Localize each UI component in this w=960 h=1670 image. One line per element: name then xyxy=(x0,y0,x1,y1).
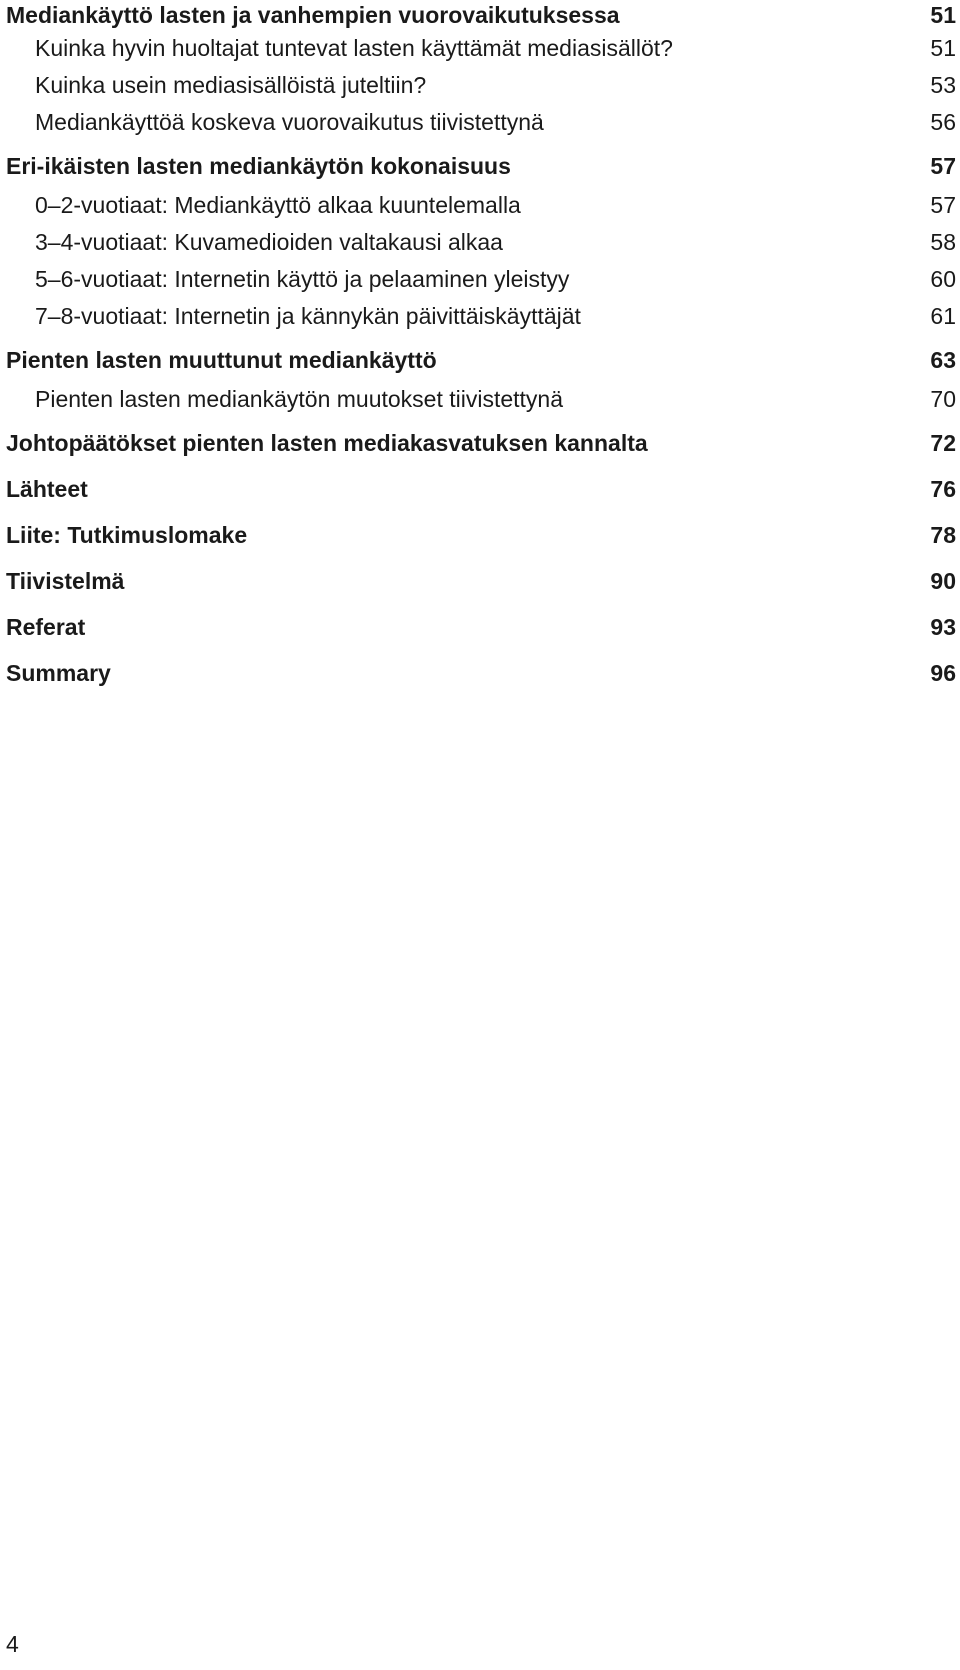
toc-entry xyxy=(6,339,956,381)
toc-entry-title: Johtopäätökset pienten lasten mediakasvatuksen kannalta xyxy=(6,430,648,456)
toc-entry-page: 61 xyxy=(930,303,956,329)
toc-entry-title: Tiivistelmä xyxy=(6,568,125,594)
table-of-contents xyxy=(6,0,956,694)
toc-entry-title: Pienten lasten mediankäytön muutokset tiivistettynä xyxy=(35,386,564,412)
toc-subentry xyxy=(6,30,956,67)
toc-entry xyxy=(6,422,956,464)
toc-entry-page: 51 xyxy=(930,35,956,61)
toc-entry-title: Liite: Tutkimuslomake xyxy=(6,522,248,548)
toc-entry-page: 72 xyxy=(930,430,956,456)
toc-entry-page: 90 xyxy=(930,568,956,594)
toc-entry-page: 57 xyxy=(930,192,956,218)
toc-entry xyxy=(6,0,956,30)
toc-entry-page: 58 xyxy=(930,229,956,255)
toc-entry-title: Lähteet xyxy=(6,476,88,502)
toc-entry-title: 3–4-vuotiaat: Kuvamedioiden valtakausi alkaa xyxy=(35,229,503,255)
toc-subentry xyxy=(6,298,956,335)
toc-entry-page: 70 xyxy=(930,386,956,412)
toc-entry xyxy=(6,468,956,510)
toc-entry-title: Pienten lasten muuttunut mediankäyttö xyxy=(6,347,437,373)
toc-subentry xyxy=(6,381,956,418)
toc-entry-title: Kuinka hyvin huoltajat tuntevat lasten käyttämät mediasisällöt? xyxy=(35,35,673,61)
toc-entry-title: Mediankäyttöä koskeva vuorovaikutus tiivistettynä xyxy=(35,109,544,135)
toc-entry xyxy=(6,606,956,648)
toc-subentry xyxy=(6,187,956,224)
toc-entry-page: 56 xyxy=(930,109,956,135)
toc-entry-page: 57 xyxy=(930,153,956,179)
toc-entry xyxy=(6,145,956,187)
toc-entry-page: 78 xyxy=(930,522,956,548)
toc-entry-page: 96 xyxy=(930,660,956,686)
toc-entry-title: Kuinka usein mediasisällöistä juteltiin? xyxy=(35,72,427,98)
toc-entry-title: 7–8-vuotiaat: Internetin ja kännykän päivittäiskäyttäjät xyxy=(35,303,581,329)
toc-entry-page: 60 xyxy=(930,266,956,292)
toc-entry-page: 93 xyxy=(930,614,956,640)
toc-subentry xyxy=(6,104,956,141)
page-number: 4 xyxy=(6,1631,19,1657)
toc-entry-title: Referat xyxy=(6,614,86,640)
toc-entry-title: 0–2-vuotiaat: Mediankäyttö alkaa kuuntelemalla xyxy=(35,192,521,218)
toc-entry-page: 51 xyxy=(930,2,956,28)
toc-entry-title: Eri-ikäisten lasten mediankäytön kokonaisuus xyxy=(6,153,511,179)
toc-entry xyxy=(6,652,956,694)
toc-entry xyxy=(6,514,956,556)
toc-subentry xyxy=(6,224,956,261)
toc-entry-title: 5–6-vuotiaat: Internetin käyttö ja pelaaminen yleistyy xyxy=(35,266,570,292)
toc-subentry xyxy=(6,67,956,104)
toc-entry-page: 63 xyxy=(930,347,956,373)
toc-subentry xyxy=(6,261,956,298)
toc-entry-title: Mediankäyttö lasten ja vanhempien vuorovaikutuksessa xyxy=(6,2,620,28)
toc-entry-page: 53 xyxy=(930,72,956,98)
toc-entry-title: Summary xyxy=(6,660,111,686)
toc-entry-page: 76 xyxy=(930,476,956,502)
toc-entry xyxy=(6,560,956,602)
